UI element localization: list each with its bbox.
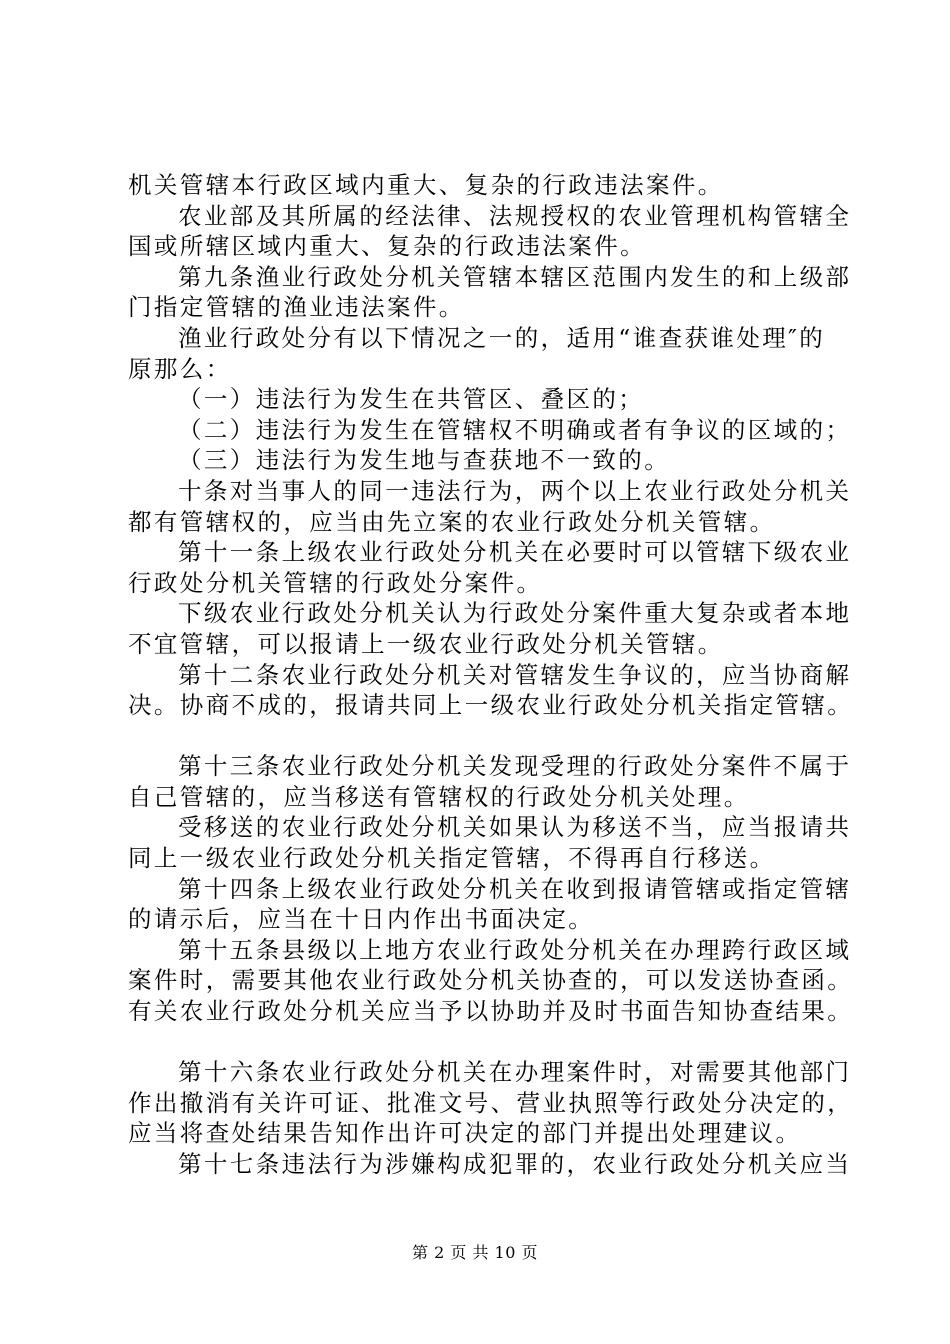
text-line: 受移送的农业行政处分机关如果认为移送不当，应当报请共 xyxy=(178,813,852,842)
text-line: 第十三条农业行政处分机关发现受理的行政处分案件不属于 xyxy=(178,752,852,781)
text-line: 第十七条违法行为涉嫌构成犯罪的，农业行政处分机关应当 xyxy=(178,1150,852,1178)
text-line: 不宜管辖，可以报请上一级农业行政处分机关管辖。 xyxy=(128,629,724,658)
text-line: 有关农业行政处分机关应当予以协助并及时书面告知协查结果。 xyxy=(128,997,854,1026)
text-line: 应当将查处结果告知作出许可决定的部门并提出处理建议。 xyxy=(128,1119,802,1148)
text-line: 同上一级农业行政处分机关指定管辖，不得再自行移送。 xyxy=(128,844,776,873)
text-line: 原那么： xyxy=(128,354,232,383)
text-line: （三）违法行为发生地与查获地不一致的。 xyxy=(178,446,671,475)
text-line: 作出撤消有关许可证、批准文号、营业执照等行政处分决定的， xyxy=(128,1088,854,1117)
page-number-footer: 第 2 页 共 10 页 xyxy=(412,1243,538,1262)
text-line: 自己管辖的，应当移送有管辖权的行政处分机关处理。 xyxy=(128,782,750,811)
text-line: 门指定管辖的渔业违法案件。 xyxy=(128,293,465,322)
text-line: （二）违法行为发生在管辖权不明确或者有争议的区域的； xyxy=(178,415,852,444)
document-body xyxy=(128,170,854,1180)
text-line: 行政处分机关管辖的行政处分案件。 xyxy=(128,568,543,597)
text-line: 第十六条农业行政处分机关在办理案件时，对需要其他部门 xyxy=(178,1058,852,1087)
text-line: （一）违法行为发生在共管区、叠区的； xyxy=(178,385,645,414)
text-line: 的请示后，应当在十日内作出书面决定。 xyxy=(128,905,595,934)
text-line: 案件时，需要其他农业行政处分机关协查的，可以发送协查函。 xyxy=(128,966,854,995)
text-line: 第十一条上级农业行政处分机关在必要时可以管辖下级农业 xyxy=(178,538,852,567)
text-line: 第十四条上级农业行政处分机关在收到报请管辖或指定管辖 xyxy=(178,874,852,903)
text-line: 下级农业行政处分机关认为行政处分案件重大复杂或者本地 xyxy=(178,599,852,628)
paragraph-gap xyxy=(128,1027,848,1058)
text-line: 都有管辖权的，应当由先立案的农业行政处分机关管辖。 xyxy=(128,507,776,536)
text-line: 决。协商不成的，报请共同上一级农业行政处分机关指定管辖。 xyxy=(128,691,854,720)
text-line: 第九条渔业行政处分机关管辖本辖区范围内发生的和上级部 xyxy=(178,262,852,291)
text-line: 第十二条农业行政处分机关对管辖发生争议的，应当协商解 xyxy=(178,660,852,689)
text-line: 渔业行政处分有以下情况之一的，适用“谁查获谁处理″的 xyxy=(178,323,826,352)
text-line: 第十五条县级以上地方农业行政处分机关在办理跨行政区域 xyxy=(178,935,852,964)
text-line: 十条对当事人的同一违法行为，两个以上农业行政处分机关 xyxy=(178,476,852,505)
text-line: 机关管辖本行政区域内重大、复杂的行政违法案件。 xyxy=(128,171,724,199)
text-line: 农业部及其所属的经法律、法规授权的农业管理机构管辖全 xyxy=(178,201,852,230)
paragraph-gap xyxy=(128,721,848,752)
text-line: 国或所辖区域内重大、复杂的行政违法案件。 xyxy=(128,232,646,261)
